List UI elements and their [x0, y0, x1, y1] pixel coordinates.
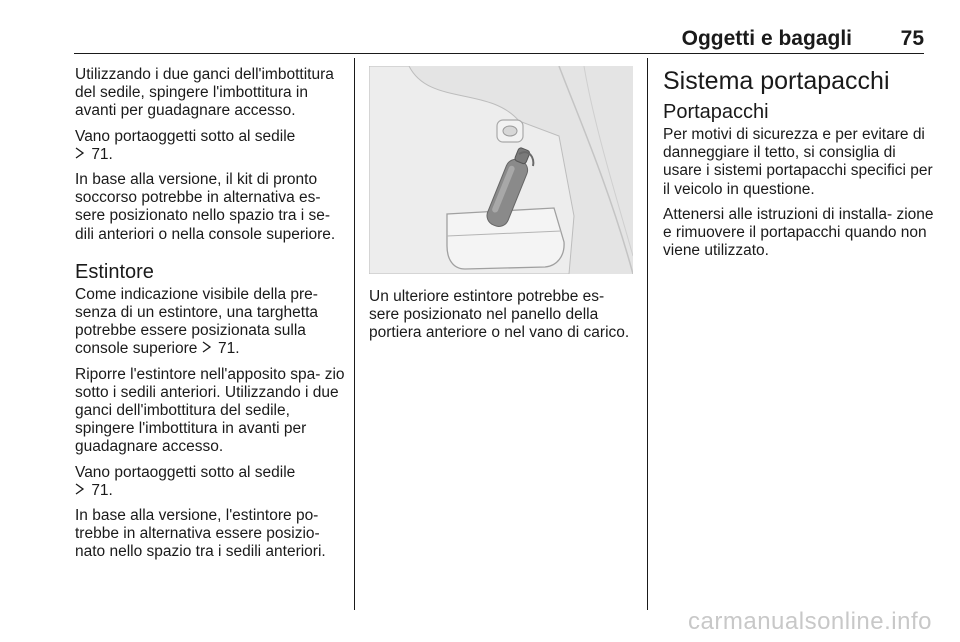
paragraph: Attenersi alle istruzioni di installa- zione e rimuovere il portapacchi quando non viene utilizzato.: [663, 205, 934, 260]
column-middle: [369, 66, 637, 350]
page-reference-link[interactable]: 71.: [91, 481, 113, 499]
paragraph: In base alla versione, il kit di pronto soccorso potrebbe in alternativa es- sere posizionato nello spazio tra i se- dili anteriori o nella console superiore.: [75, 171, 336, 243]
paragraph-with-reference: Vano portaoggetti sotto al sedile 71.: [75, 463, 296, 499]
header-title: Oggetti e bagagli: [681, 27, 852, 50]
page-reference-arrow-icon: [75, 482, 87, 500]
section-heading-sistema-portapacchi: Sistema portapacchi: [663, 67, 890, 95]
fire-extinguisher-door-panel-illustration: [369, 66, 633, 274]
paragraph: Per motivi di sicurezza e per evitare di danneggiare il tetto, si consiglia di usare i sistemi portapacchi specifici per il veicolo in questione.: [663, 126, 933, 198]
page-reference-link[interactable]: 71.: [91, 145, 113, 163]
page-reference-arrow-icon: [75, 146, 87, 164]
page-reference-arrow-icon: [202, 340, 214, 358]
watermark: carmanualsonline.info: [688, 608, 932, 635]
paragraph: In base alla versione, l'estintore po- trebbe in alternativa essere posizio- nato nello spazio tra i sedili anteriori.: [75, 507, 326, 561]
paragraph: Riporre l'estintore nell'apposito spa- zio sotto i sedili anteriori. Utilizzando i due ganci dell'imbottitura del sedile, spingere l'imbottitura in avanti per guadagnare accesso.: [75, 365, 345, 456]
subsection-heading-portapacchi: Portapacchi: [663, 101, 769, 123]
column-divider-right: [647, 58, 648, 610]
paragraph: Utilizzando i due ganci dell'imbottitura del sedile, spingere l'imbottitura in avanti per guadagnare accesso.: [75, 66, 334, 120]
header-rule: [74, 53, 924, 54]
column-divider-left: [354, 58, 355, 610]
section-heading-estintore: Estintore: [75, 260, 154, 283]
figure-caption: Un ulteriore estintore potrebbe es- sere posizionato nel panello della portiera anteriore o nel vano di carico.: [369, 288, 630, 342]
column-right: [663, 66, 935, 267]
paragraph-with-reference: Come indicazione visibile della pre- senza di un estintore, una targhetta potrebbe essere posizionata sulla console superiore 71.: [75, 285, 318, 358]
column-left: [75, 66, 345, 569]
page-number: 75: [900, 27, 924, 50]
paragraph-with-reference: Vano portaoggetti sotto al sedile 71.: [75, 127, 296, 163]
page-reference-link[interactable]: 71.: [217, 340, 240, 358]
